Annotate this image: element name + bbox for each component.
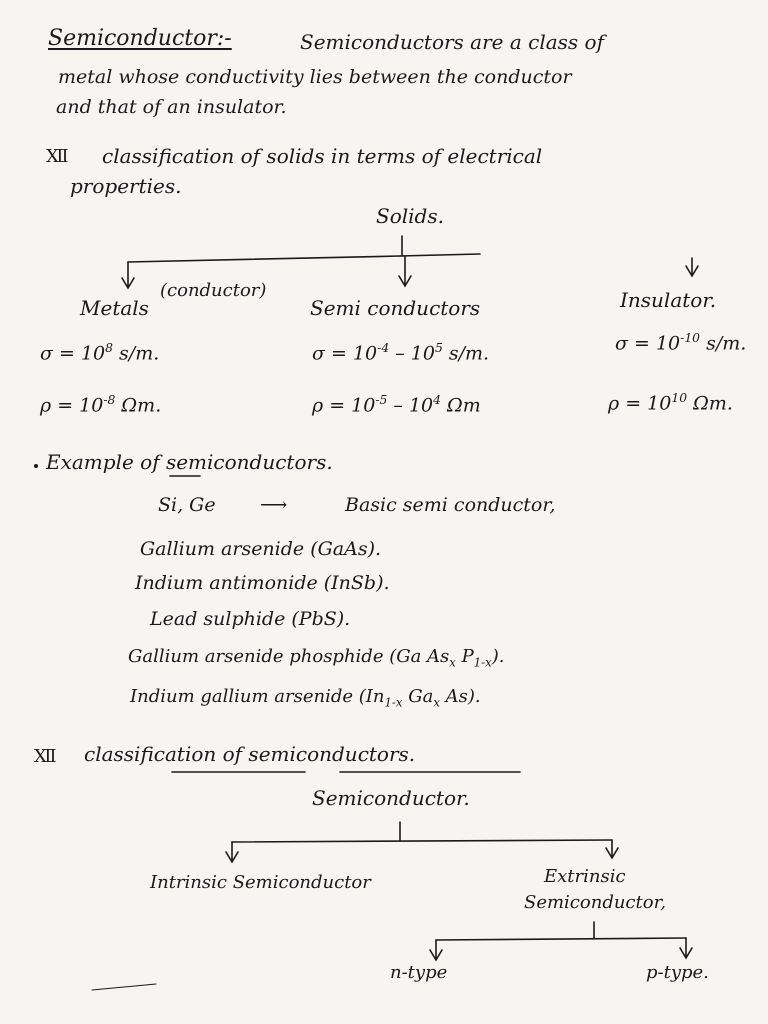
definition-line2: metal whose conductivity lies between the conductor bbox=[58, 66, 572, 88]
insulator-rho: $\rho = 10^{10}$ Ωm. bbox=[608, 391, 733, 415]
intrinsic-label: Intrinsic Semiconductor bbox=[150, 872, 371, 893]
stray-pen-stroke bbox=[92, 984, 156, 990]
solids-root: Solids. bbox=[376, 204, 444, 228]
semiconductor-branch bbox=[232, 840, 612, 842]
example-ingaas: Indium gallium arsenide ($In_{1-x}$ $Ga_x$ As). bbox=[130, 686, 481, 710]
semiconductors-sigma: $\sigma = 10^{-4} - 10^5$ s/m. bbox=[312, 341, 490, 365]
extrinsic-line1: Extrinsic bbox=[544, 866, 626, 887]
insulator-sigma: $\sigma = 10^{-10}$ s/m. bbox=[615, 331, 747, 355]
example-gaasp: Gallium arsenide phosphide (Ga $As_x$ $P_{1-x}$). bbox=[128, 646, 505, 670]
metals-rho: $\rho = 10^{-8}$ Ωm. bbox=[40, 393, 162, 417]
section2-marker: Ⅻ bbox=[34, 746, 57, 767]
example-arrow: ⟶ bbox=[260, 494, 288, 516]
examples-heading: Example of semiconductors. bbox=[46, 450, 333, 474]
extrinsic-branch bbox=[436, 938, 686, 940]
solids-branch-left bbox=[128, 256, 400, 262]
example-insb: Indium antimonide (InSb). bbox=[135, 572, 390, 594]
section1-heading-line2: properties. bbox=[70, 174, 182, 198]
section1-heading-line1: classification of solids in terms of electrical bbox=[102, 144, 543, 168]
metals-sigma: $\sigma = 10^8$ s/m. bbox=[40, 341, 160, 365]
section2-heading: classification of semiconductors. bbox=[84, 742, 416, 766]
ptype-label: p-type. bbox=[646, 962, 709, 983]
term-text: Semiconductor:- bbox=[48, 26, 232, 51]
solids-branch-right bbox=[400, 254, 480, 256]
section1-marker: Ⅻ bbox=[46, 146, 69, 167]
definition-line3: and that of an insulator. bbox=[56, 96, 287, 118]
semiconductor-root: Semiconductor. bbox=[312, 786, 470, 810]
example-basic: Basic semi conductor, bbox=[345, 494, 556, 516]
semiconductors-rho: $\rho = 10^{-5} - 10^4$ Ωm bbox=[312, 393, 481, 417]
example-gaas: Gallium arsenide (GaAs). bbox=[140, 538, 382, 560]
example-si-ge: Si, Ge bbox=[158, 494, 216, 516]
example-pbs: Lead sulphide (PbS). bbox=[150, 608, 351, 630]
definition-line1: Semiconductors are a class of bbox=[300, 30, 604, 54]
extrinsic-line2: Semiconductor, bbox=[524, 892, 666, 913]
insulator-label: Insulator. bbox=[620, 288, 717, 312]
metals-label: Metals bbox=[80, 296, 149, 320]
semiconductors-label: Semi conductors bbox=[310, 296, 481, 320]
ntype-label: n-type bbox=[390, 962, 448, 983]
metals-note: (conductor) bbox=[160, 280, 267, 301]
